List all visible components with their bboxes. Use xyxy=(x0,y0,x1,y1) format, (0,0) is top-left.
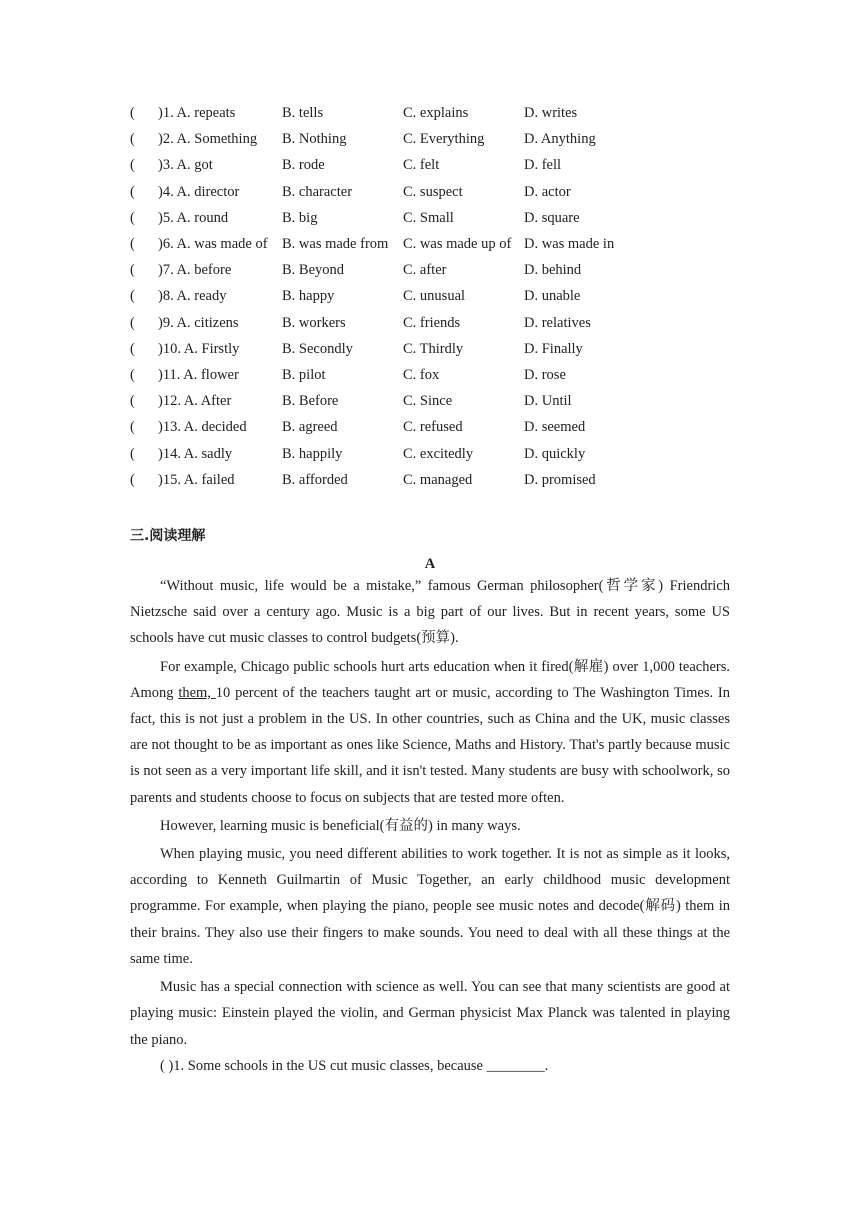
option-b: B. pilot xyxy=(282,367,326,384)
answer-paren: ( xyxy=(130,314,135,331)
option-d: D. unable xyxy=(524,288,581,305)
option-c: C. friends xyxy=(403,314,461,331)
passage-title: A xyxy=(424,556,436,573)
option-b: B. Before xyxy=(282,393,339,410)
option-d: D. relatives xyxy=(524,314,591,331)
option-row xyxy=(130,388,644,414)
answer-paren: ( xyxy=(130,236,135,253)
option-b: B. workers xyxy=(282,314,346,331)
answer-paren: ( xyxy=(130,445,135,462)
option-row xyxy=(130,362,644,388)
option-c: C. felt xyxy=(403,157,440,174)
option-c: C. explains xyxy=(403,105,469,121)
option-b: B. happy xyxy=(282,288,335,305)
option-c: C. Since xyxy=(403,393,453,410)
answer-paren: ( xyxy=(130,288,135,305)
option-row xyxy=(130,205,644,231)
paragraph-4: When playing music, you need different abilities to work together. It is not as simple as it looks, according to Kenneth Guilmartin of Music Together, an early childhood music development programme. For example, when playing the piano, people see music notes and decode(解码) them in their brains. They also use their fingers to make sounds. You need to deal with all these things at the same time. xyxy=(130,846,730,967)
option-c: C. suspect xyxy=(403,183,463,200)
option-b: B. tells xyxy=(282,105,324,121)
option-a: )12. A. After xyxy=(158,393,232,410)
option-a: )15. A. failed xyxy=(158,471,235,488)
answer-paren: ( xyxy=(130,183,135,200)
option-d: D. Finally xyxy=(524,340,583,357)
option-b: B. was made from xyxy=(282,236,389,253)
option-d: D. fell xyxy=(524,157,562,174)
answer-paren: ( xyxy=(130,105,135,121)
option-c: C. excitedly xyxy=(403,445,474,462)
option-c: C. after xyxy=(403,262,447,279)
option-row xyxy=(130,310,644,336)
option-d: D. rose xyxy=(524,367,566,384)
paragraph-2 xyxy=(130,654,730,811)
option-d: D. quickly xyxy=(524,445,586,462)
option-row xyxy=(130,100,644,126)
paragraph-1: “Without music, life would be a mistake,” famous German philosopher(哲学家) Friendrich Nietzsche said over a century ago. Music is a big part of our lives. But in recent years, some US schools have cut music classes to control budgets(预算). xyxy=(130,578,730,647)
answer-paren: ( xyxy=(130,367,135,384)
option-row xyxy=(130,231,644,257)
option-row xyxy=(130,336,644,362)
option-b: B. big xyxy=(282,209,318,226)
answer-paren: ( xyxy=(130,157,135,174)
option-c: C. unusual xyxy=(403,288,466,305)
underlined-word-them: them, xyxy=(178,684,216,701)
option-a: )1. A. repeats xyxy=(158,105,236,121)
answer-paren: ( xyxy=(130,393,135,410)
option-d: D. Until xyxy=(524,393,572,410)
option-c: C. was made up of xyxy=(403,236,512,253)
option-row xyxy=(130,283,644,309)
option-b: B. Beyond xyxy=(282,262,345,279)
option-b: B. Nothing xyxy=(282,131,347,148)
option-b: B. rode xyxy=(282,157,325,174)
option-d: D. seemed xyxy=(524,419,586,436)
option-c: C. Thirdly xyxy=(403,340,464,357)
option-d: D. square xyxy=(524,209,580,226)
option-d: D. actor xyxy=(524,183,571,200)
paragraph-2-part-1: For example, Chicago public schools hurt arts education when it fired(解雇) over 1,000 teachers. Among xyxy=(130,658,730,701)
option-a: )8. A. ready xyxy=(158,288,227,305)
option-c: C. refused xyxy=(403,419,463,436)
option-row xyxy=(130,257,644,283)
option-b: B. afforded xyxy=(282,471,348,488)
option-row xyxy=(130,467,644,493)
option-row xyxy=(130,179,644,205)
option-b: B. agreed xyxy=(282,419,338,436)
answer-paren: ( xyxy=(130,262,135,279)
option-c: C. managed xyxy=(403,471,473,488)
answer-paren: ( xyxy=(130,209,135,226)
question-1: ( )1. Some schools in the US cut music classes, because ________. xyxy=(160,1057,549,1074)
option-a: )4. A. director xyxy=(158,183,240,200)
option-d: D. Anything xyxy=(524,131,596,148)
option-d: D. promised xyxy=(524,471,596,488)
option-a: )5. A. round xyxy=(158,209,229,226)
option-b: B. character xyxy=(282,183,353,200)
paragraph-3: However, learning music is beneficial(有益的) in many ways. xyxy=(160,817,521,834)
answer-paren: ( xyxy=(130,131,135,148)
answer-paren: ( xyxy=(130,471,135,488)
option-d: D. behind xyxy=(524,262,582,279)
section-title: 三.阅读理解 xyxy=(130,528,206,545)
option-c: C. fox xyxy=(403,367,440,384)
option-a: )10. A. Firstly xyxy=(158,340,240,357)
option-b: B. happily xyxy=(282,445,343,462)
option-b: B. Secondly xyxy=(282,340,353,357)
option-d: D. writes xyxy=(524,105,578,121)
option-a: )13. A. decided xyxy=(158,419,247,436)
paragraph-2-part-2: 10 percent of the teachers taught art or music, according to The Washington Times. In fact, this is not just a problem in the US. In other countries, such as China and the UK, music classes are not thought to be as important as ones like Science, Maths and History. That's partly because music is not seen as a very important life skill, and it isn't tested. Many students are busy with schoolwork, so parents and students choose to focus on subjects that are tested more often. xyxy=(130,684,730,806)
option-a: )7. A. before xyxy=(158,262,232,279)
option-a: )6. A. was made of xyxy=(158,236,268,253)
option-row xyxy=(130,414,644,440)
option-a: )3. A. got xyxy=(158,157,213,174)
answer-paren: ( xyxy=(130,419,135,436)
option-c: C. Everything xyxy=(403,131,485,148)
option-a: )11. A. flower xyxy=(158,367,239,384)
option-row xyxy=(130,441,644,467)
option-a: )2. A. Something xyxy=(158,131,258,148)
option-row xyxy=(130,152,644,178)
worksheet-page xyxy=(130,100,730,1079)
option-d: D. was made in xyxy=(524,236,615,253)
option-c: C. Small xyxy=(403,209,454,226)
paragraph-5: Music has a special connection with science as well. You can see that many scientists are good at playing music: Einstein played the violin, and German physicist Max Planck was talented in playing the piano. xyxy=(130,979,730,1048)
cloze-options-table xyxy=(130,100,644,493)
option-row xyxy=(130,126,644,152)
answer-paren: ( xyxy=(130,340,135,357)
option-a: )14. A. sadly xyxy=(158,445,233,462)
option-a: )9. A. citizens xyxy=(158,314,239,331)
